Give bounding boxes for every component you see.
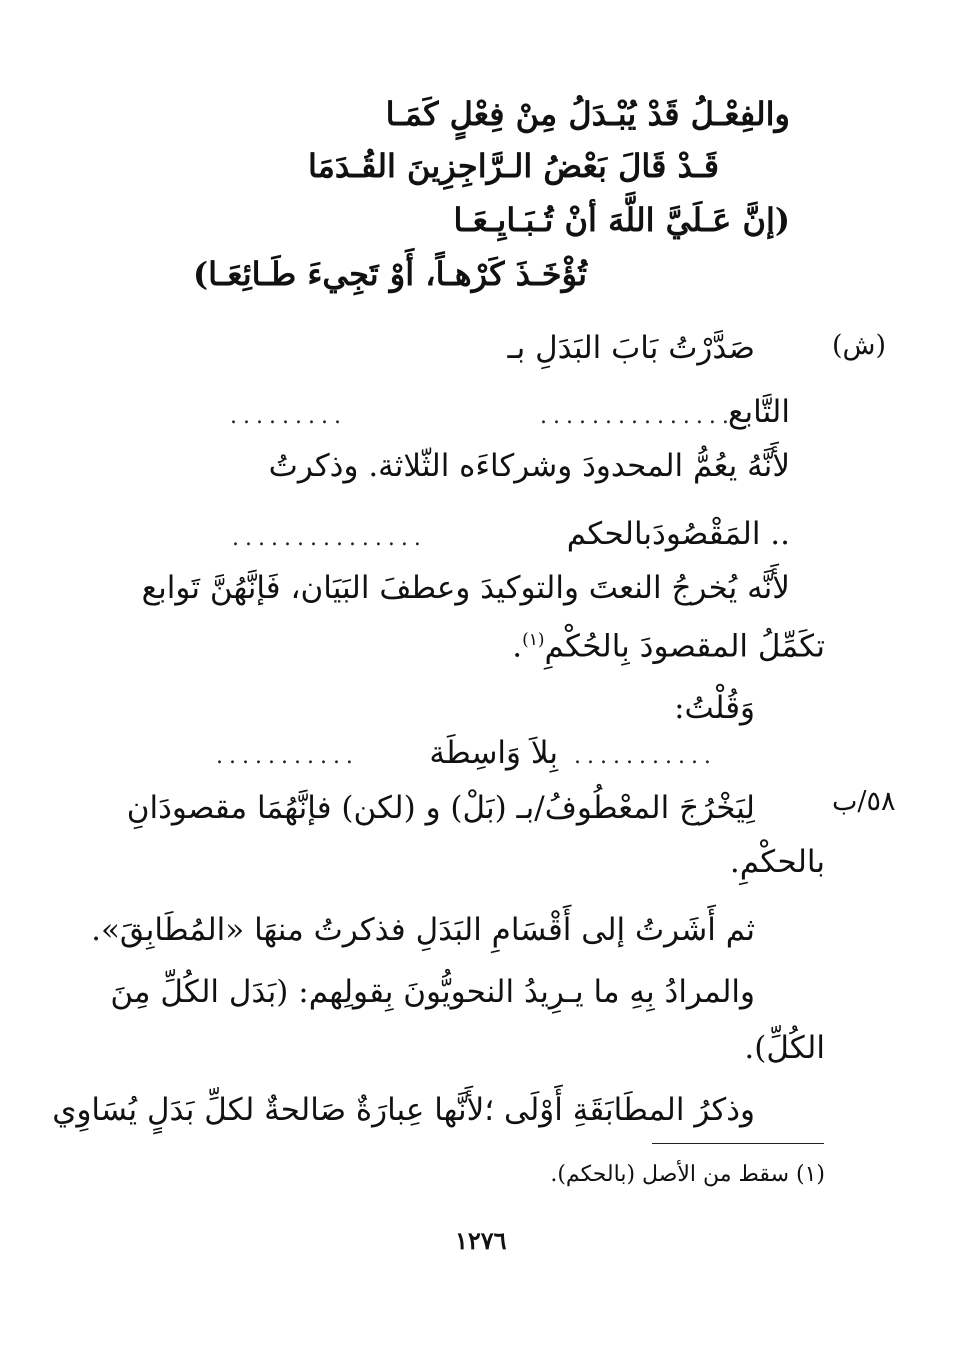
text-line-11: ثم أَشَرتُ إلى أَقْسَامِ البَدَلِ فذكرتُ منهَا «المُطَابِقَ». bbox=[91, 912, 755, 948]
ellipsis-2: ......... bbox=[230, 404, 347, 429]
text-line-14: وذكرُ المطَابَقَةِ أَوْلَى ؛لأَنَّها عِبارَةٌ صَالحةٌ لكلِّ بَدَلٍ يُسَاوِي bbox=[52, 1092, 755, 1128]
text-line-12: والمرادُ بِهِ ما يـرِيدُ النحويُّونَ بِقولِهم: (بَدَل الكُلِّ مِنَ bbox=[110, 974, 755, 1010]
ellipsis-4: ........... bbox=[574, 744, 717, 769]
folio-marker: ٥٨/ب bbox=[832, 786, 896, 817]
text-line-10: بالحكْمِ. bbox=[729, 844, 825, 880]
verse-line-3: (إنَّ عَـلَيَّ اللَّهَ أنْ تُـبَـايِـعَـا bbox=[453, 201, 790, 239]
text-line-7: وَقُلْتُ: bbox=[674, 690, 755, 726]
sharh-marker: (ش) bbox=[832, 330, 887, 361]
page-number: ١٢٧٦ bbox=[455, 1226, 507, 1255]
text-line-13: الكُلِّ). bbox=[744, 1030, 825, 1066]
ellipsis-1: ............... bbox=[540, 404, 735, 429]
verse-line-2: قَـدْ قَالَ بَعْضُ الـرَّاجِزِينَ القُـدَمَا bbox=[307, 147, 719, 185]
footnote: (١) سقط من الأصل (بالحكم). bbox=[550, 1162, 825, 1187]
text-line-8: بِلاَ وَاسِطَة bbox=[429, 735, 558, 771]
text-line-2: التَّابع bbox=[728, 394, 790, 430]
text-line-1: صَدَّرْتُ بَابَ البَدَلِ بـ bbox=[507, 330, 755, 366]
text-line-9: لِيَخْرُجَ المعْطُوفُ/بـ (بَلْ) و (لكن) فإنَّهُمَا مقصودَانِ bbox=[126, 790, 755, 826]
text-line-3: لأَنَّهُ يعُمُّ المحدودَ وشركاءَه الثّلاثة. وذكرتُ bbox=[268, 448, 790, 484]
ellipsis-3: ............... bbox=[232, 526, 427, 551]
footnote-ref: (١) bbox=[522, 630, 545, 650]
verse-line-1: والفِعْـلُ قَدْ يُبْـدَلُ مِنْ فِعْلٍ كَمَـا bbox=[385, 95, 790, 133]
text-line-6 bbox=[512, 620, 825, 666]
text-line-5: لأَنَّه يُخرجُ النعتَ والتوكيدَ وعطفَ البَيَان، فَإنَّهُنَّ تَوابع bbox=[141, 570, 790, 606]
verse-line-4: تُؤْخَـذَ كَرْهـاً، أَوْ تَجِيءَ طَـائِعَـا) bbox=[193, 255, 587, 293]
text-line-4: .. المَقْصُودَبالحكم bbox=[566, 516, 790, 552]
footnote-rule bbox=[652, 1143, 824, 1144]
text-line-6-end: . bbox=[512, 628, 523, 665]
text-line-6-body: تكَمِّلُ المقصودَ بِالحُكْمِ bbox=[544, 628, 825, 665]
ellipsis-5: ........... bbox=[216, 744, 359, 769]
